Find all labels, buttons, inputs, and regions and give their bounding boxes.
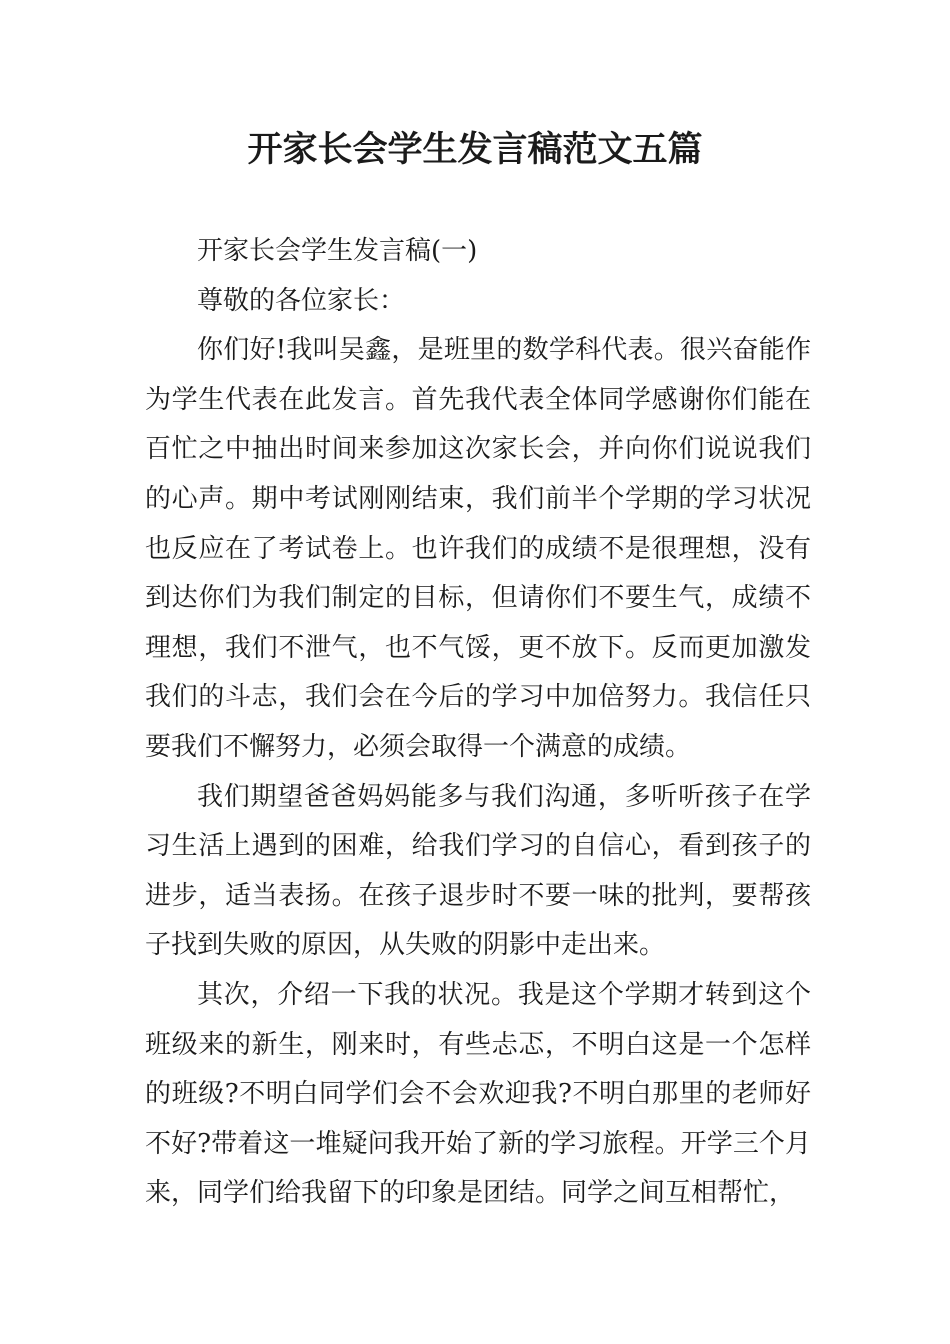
document-body [145, 227, 811, 1219]
body-paragraph: 你们好!我叫吴鑫，是班里的数学科代表。很兴奋能作为学生代表在此发言。首先我代表全体同学感谢你们能在百忙之中抽出时间来参加这次家长会，并向你们说说我们的心声。期中考试刚刚结束，我们前半个学期的学习状况也反应在了考试卷上。也许我们的成绩不是很理想，没有到达你们为我们制定的目标，但请你们不要生气，成绩不理想，我们不泄气，也不气馁，更不放下。反而更加激发我们的斗志，我们会在今后的学习中加倍努力。我信任只要我们不懈努力，必须会取得一个满意的成绩。 [145, 335, 811, 762]
salutation: 尊敬的各位家长： [197, 285, 406, 316]
document-title: 开家长会学生发言稿范文五篇 [247, 129, 703, 170]
body-paragraph: 其次，介绍一下我的状况。我是这个学期才转到这个班级来的新生，刚来时，有些忐忑，不明白这是一个怎样的班级?不明白同学们会不会欢迎我?不明白那里的老师好不好?带着这一堆疑问我开始了新的学习旅程。开学三个月来，同学们给我留下的印象是团结。同学之间互相帮忙， [145, 979, 811, 1209]
section-heading: 开家长会学生发言稿(一) [197, 236, 478, 266]
body-paragraph: 我们期望爸爸妈妈能多与我们沟通，多听听孩子在学习生活上遇到的困难，给我们学习的自信心，看到孩子的进步，适当表扬。在孩子退步时不要一味的批判，要帮孩子找到失败的原因，从失败的阴影中走出来。 [145, 781, 811, 961]
